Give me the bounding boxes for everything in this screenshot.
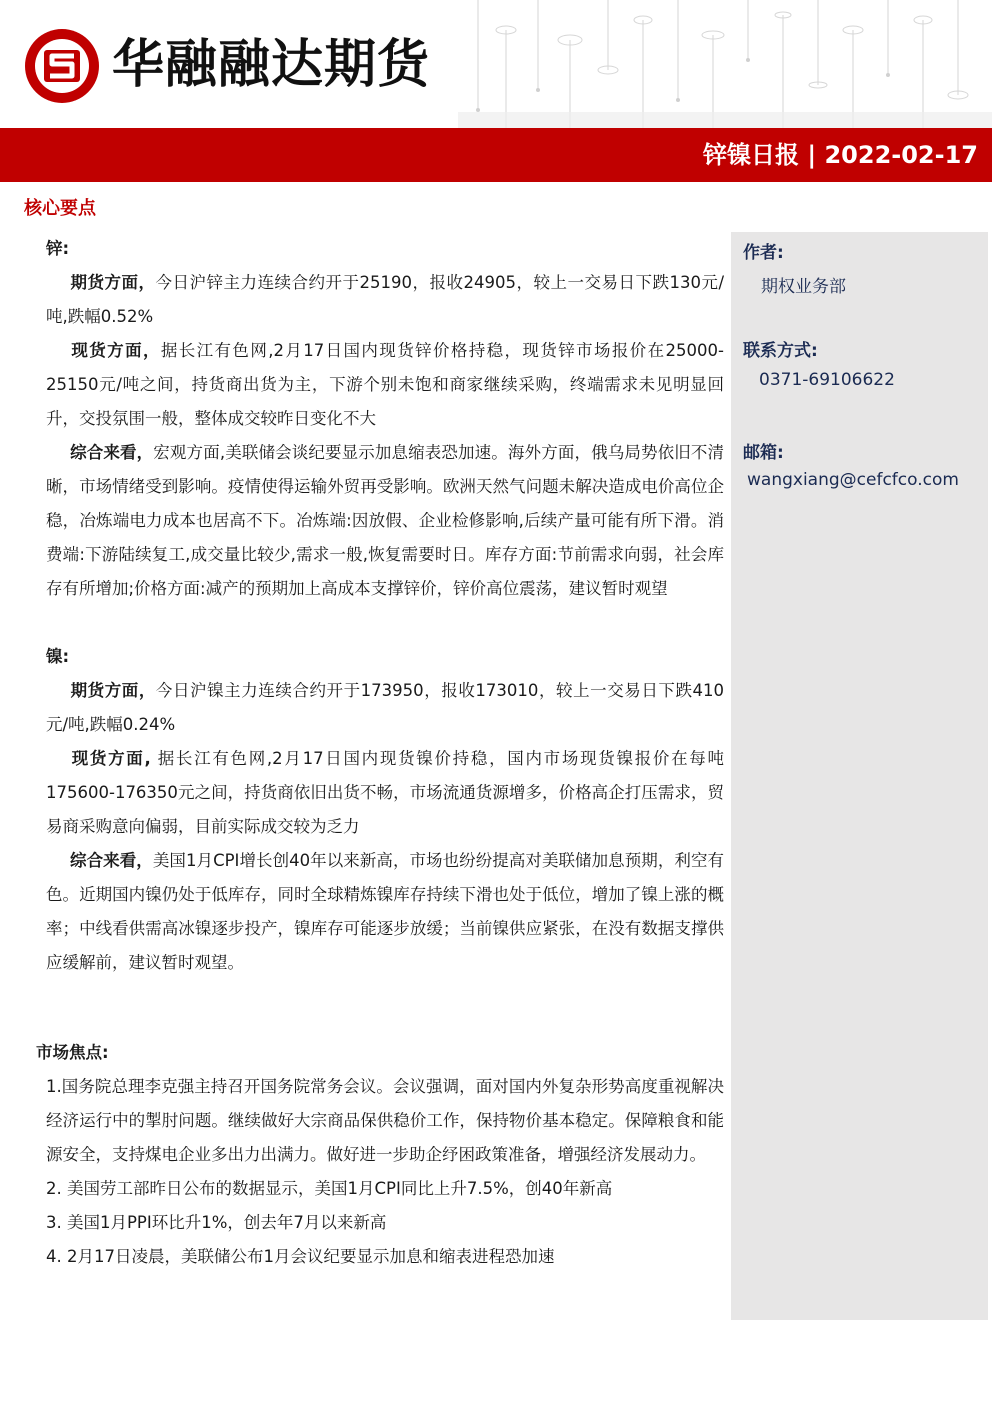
nickel-futures-head: 期货方面， xyxy=(70,681,156,700)
title-bar xyxy=(0,128,992,182)
market-focus-item: 1.国务院总理李克强主持召开国务院常务会议。会议强调，面对国内外复杂形势高度重视解决经济运行中的掣肘问题。继续做好大宗商品保供稳价工作，保持物价基本稳定。保障粮食和能源安全，支持煤电企业多出力出满力。做好进一步助企纾困政策准备，增强经济发展动力。 xyxy=(46,1077,724,1164)
market-focus-item: 3. 美国1月PPI环比升1%，创去年7月以来新高 xyxy=(46,1213,387,1232)
zinc-futures-text: 今日沪锌主力连续合约开于25190，报收24905，较上一交易日下跌130元/吨,跌幅0.52% xyxy=(46,273,725,326)
page-header xyxy=(0,0,992,128)
nickel-label: 镍: xyxy=(46,647,70,666)
nickel-futures-text: 今日沪镍主力连续合约开于173950，报收173010，较上一交易日下跌410元/吨,跌幅0.24% xyxy=(46,681,725,734)
zinc-summary-head: 综合来看， xyxy=(70,443,154,462)
nickel-spot-paragraph xyxy=(36,742,724,844)
contact-label: 联系方式: xyxy=(743,341,818,361)
zinc-futures-head: 期货方面， xyxy=(70,273,156,292)
email-value[interactable]: wangxiang@cefcfco.com xyxy=(747,470,959,490)
zinc-spot-text: 据长江有色网,2月17日国内现货锌价格持稳，现货锌市场报价在25000-25150元/吨之间，持货商出货为主，下游个别未饱和商家继续采购，终端需求未见明显回升，交投氛围一般，整体成交较昨日变化不大 xyxy=(46,341,725,428)
report-title: 锌镍日报 | 2022-02-17 xyxy=(703,141,978,169)
zinc-spot-paragraph xyxy=(36,334,724,436)
spacer xyxy=(36,980,724,1036)
core-points-title: 核心要点 xyxy=(24,198,96,219)
zinc-futures-paragraph xyxy=(36,266,724,334)
nickel-futures-paragraph xyxy=(36,674,724,742)
author-sidebar xyxy=(731,232,988,1320)
author-label: 作者: xyxy=(743,243,784,263)
main-content xyxy=(36,232,724,1274)
nickel-spot-text: 据长江有色网,2月17日国内现货镍价持稳，国内市场现货镍报价在每吨175600-176350元之间，持货商依旧出货不畅，市场流通货源增多，价格高企打压需求，贸易商采购意向偏弱，目前实际成交较为乏力 xyxy=(46,749,724,836)
brand-name: 华融融达期货 xyxy=(112,35,431,95)
zinc-label: 锌: xyxy=(46,239,70,258)
market-focus-item: 4. 2月17日凌晨，美联储公布1月会议纪要显示加息和缩表进程恐加速 xyxy=(46,1247,555,1266)
nickel-summary-head: 综合来看， xyxy=(70,851,153,870)
nickel-summary-paragraph xyxy=(36,844,724,980)
zinc-summary-paragraph xyxy=(36,436,724,606)
author-value: 期权业务部 xyxy=(761,277,846,297)
company-logo xyxy=(22,26,102,106)
market-focus-label: 市场焦点: xyxy=(36,1043,109,1062)
market-focus-item: 2. 美国劳工部昨日公布的数据显示，美国1月CPI同比上升7.5%，创40年新高 xyxy=(46,1179,613,1198)
spacer xyxy=(36,606,724,640)
zinc-summary-text: 宏观方面,美联储会谈纪要显示加息缩表恐加速。海外方面，俄乌局势依旧不清晰，市场情绪受到影响。疫情使得运输外贸再受影响。欧洲天然气问题未解决造成电价高位企稳，冶炼端电力成本也居高不下。冶炼端:因放假、企业检修影响,后续产量可能有所下滑。消费端:下游陆续复工,成交量比较少,需求一般,恢复需要时日。库存方面:节前需求向弱，社会库存有所增加;价格方面:减产的预期加上高成本支撑锌价，锌价高位震荡，建议暂时观望 xyxy=(46,443,725,598)
contact-value: 0371-69106622 xyxy=(759,370,895,390)
nickel-summary-text: 美国1月CPI增长创40年以来新高，市场也纷纷提高对美联储加息预期，利空有色。近期国内镍仍处于低库存，同时全球精炼镍库存持续下滑也处于低位，增加了镍上涨的概率；中线看供需高冰镍逐步投产，镍库存可能逐步放缓；当前镍供应紧张，在没有数据支撑供应缓解前，建议暂时观望。 xyxy=(46,851,724,972)
header-decoration xyxy=(458,0,992,128)
email-label: 邮箱: xyxy=(743,443,784,463)
nickel-spot-head: 现货方面, xyxy=(70,749,151,768)
zinc-spot-head: 现货方面， xyxy=(70,341,161,360)
